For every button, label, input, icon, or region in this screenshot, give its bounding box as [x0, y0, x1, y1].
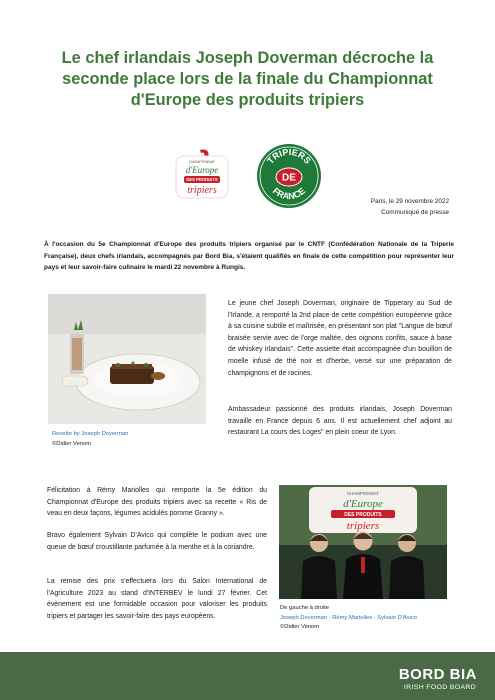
body-paragraph-4: Bravo également Sylvain D'Avico qui complète le podium avec une queue de bœuf croustillante parfumée à la menthe et à la coriandre. [47, 532, 267, 551]
logo-line2: d'Europe [185, 165, 219, 175]
body-paragraph-1: Le jeune chef Joseph Doverman, originaire de Tipperary au Sud de l'Irlande, a remporté la 2nd place de cette compétition européenne grâce à sa cuisine subtile et maîtrisée, en présentant son plat "Langue de bœuf braisée servie avec de l'orge maltée, des oignons confits, sauce à base de whiskey irlandais". Cette assiette était accompagnée d'un bouillon de moelle infusé de thé noir et d'herbe, versé sur une préparation de champignons et de racines. [228, 300, 452, 377]
footer-bar [0, 652, 495, 700]
banner-line3: DES PRODUITS [344, 512, 382, 518]
press-type: Communiqué de presse [381, 209, 449, 216]
logo-de-text: DE [282, 172, 296, 184]
logo-line3: DES PRODUITS [186, 177, 218, 183]
dish-caption-copyright: ©Didier Venom [52, 440, 92, 447]
dish-caption-credit: Recette by Joseph Doverman [52, 431, 129, 437]
banner-line1: CHAMPIONNAT [346, 491, 380, 496]
chefs-caption [280, 604, 450, 633]
logo-tripiers-text: TRIPIERS [265, 146, 313, 166]
dish-caption [52, 430, 128, 449]
dish-photo [48, 294, 206, 424]
banner-line4: tripiers [346, 520, 380, 532]
championnat-europe-logo [170, 146, 234, 206]
logo-france-text: FRANCE [270, 185, 308, 202]
logo-line1: CHAMPIONNAT [188, 160, 216, 164]
chefs-photo [279, 485, 447, 599]
body-paragraph-2: Ambassadeur passionné des produits irlandais, Joseph Doverman travaille en France depuis 6 ans. Il est actuellement chef adjoint au restaurant La cours des Loges" en plein coeur de Lyon. [228, 406, 452, 437]
banner-line2: d'Europe [343, 498, 383, 510]
press-date: Paris, le 29 novembre 2022 [370, 198, 449, 205]
chefs-caption-names: Joseph Doverman - Rémy Mariolles - Sylvain D'Avico [280, 614, 417, 621]
dateline [371, 196, 449, 218]
page-title: Le chef irlandais Joseph Doverman décroche la seconde place lors de la finale du Championnat d'Europe des produits tripiers [61, 49, 434, 109]
tripiers-de-france-logo [256, 143, 322, 209]
chefs-caption-copyright: ©Didier Venom [280, 624, 320, 630]
body-paragraph-3: Félicitation à Rémy Mariolles qui remporte la 5e édition du Championnat d'Europe des produits tripiers avec sa recette « Ris de veau en deux façons, légumes acidulés pomme Granny ». [47, 487, 267, 518]
bord-bia-tagline: IRISH FOOD BOARD [403, 684, 476, 691]
logo-line4: tripiers [187, 185, 217, 196]
chefs-caption-order: De gauche à droite [280, 605, 329, 611]
intro-paragraph: À l'occasion du 5e Championnat d'Europe des produits tripiers organisé par le CNTF (Confédération Nationale de la Triperie Française), deux chefs irlandais, accompagnés par Bord Bia, s'étaient qualifiés en finale de cette compétition pour représenter leur pays et leur savoir-faire culinaire le mardi 22 novembre à Rungis. [44, 241, 454, 272]
bord-bia-logo-text: BORD BIA [398, 666, 477, 683]
body-paragraph-5: La remise des prix s'effectuera lors du Salon International de l'Agriculture 2023 au stand d'INTERBEV le lundi 27 février. Cet évènement est une formidable occasion pour valoriser les produits tripiers et partager les savoir-faire des pays européens. [47, 578, 267, 620]
